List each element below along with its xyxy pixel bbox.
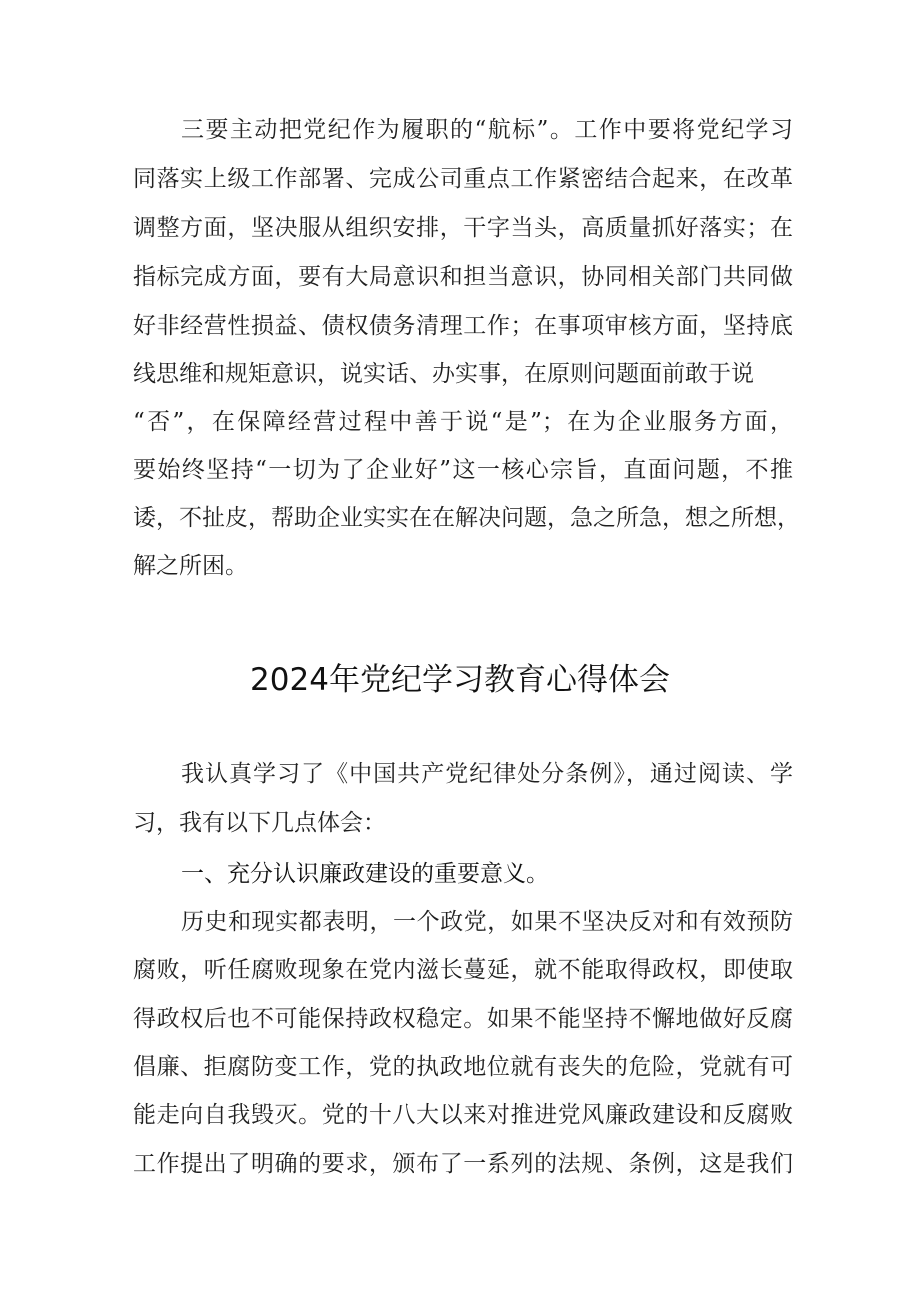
paragraph-line: 历史和现实都表明，一个政党，如果不坚决反对和有效预防 [181,909,793,935]
paragraph-line: 解之所困。 [133,553,248,579]
paragraph-line: 指标完成方面，要有大局意识和担当意识，协同相关部门共同做 [133,264,793,290]
paragraph-line: 能走向自我毁灭。党的十八大以来对推进党风廉政建设和反腐败 [133,1102,793,1128]
paragraph-line: 要始终坚持“一切为了企业好”这一核心宗旨，直面问题，不推 [133,457,793,483]
section-subheading: 一、充分认识廉政建设的重要意义。 [181,861,549,887]
paragraph-line: 习，我有以下几点体会： [133,810,386,836]
paragraph-line: 诿，不扯皮，帮助企业实实在在解决问题，急之所急，想之所想， [133,505,800,531]
paragraph-line: 得政权后也不可能保持政权稳定。如果不能坚持不懈地做好反腐 [133,1006,793,1032]
paragraph-line: “否”，在保障经营过程中善于说“是”；在为企业服务方面， [133,409,793,435]
paragraph-line: 线思维和规矩意识，说实话、办实事，在原则问题面前敢于说 [133,361,754,387]
paragraph-line: 工作提出了明确的要求，颁布了一系列的法规、条例，这是我们 [133,1151,793,1177]
paragraph-line: 三要主动把党纪作为履职的“航标”。工作中要将党纪学习 [181,117,793,143]
paragraph-line: 同落实上级工作部署、完成公司重点工作紧密结合起来，在改革 [133,166,793,192]
paragraph-line: 我认真学习了《中国共产党纪律处分条例》，通过阅读、学 [181,761,793,787]
paragraph-line: 调整方面，坚决服从组织安排，干字当头，高质量抓好落实；在 [133,215,793,241]
document-title: 2024年党纪学习教育心得体会 [250,662,670,698]
paragraph-line: 好非经营性损益、债权债务清理工作；在事项审核方面，坚持底 [133,313,793,339]
paragraph-line: 倡廉、拒腐防变工作，党的执政地位就有丧失的危险，党就有可 [133,1054,793,1080]
paragraph-line: 腐败，听任腐败现象在党内滋长蔓延，就不能取得政权，即使取 [133,957,793,983]
